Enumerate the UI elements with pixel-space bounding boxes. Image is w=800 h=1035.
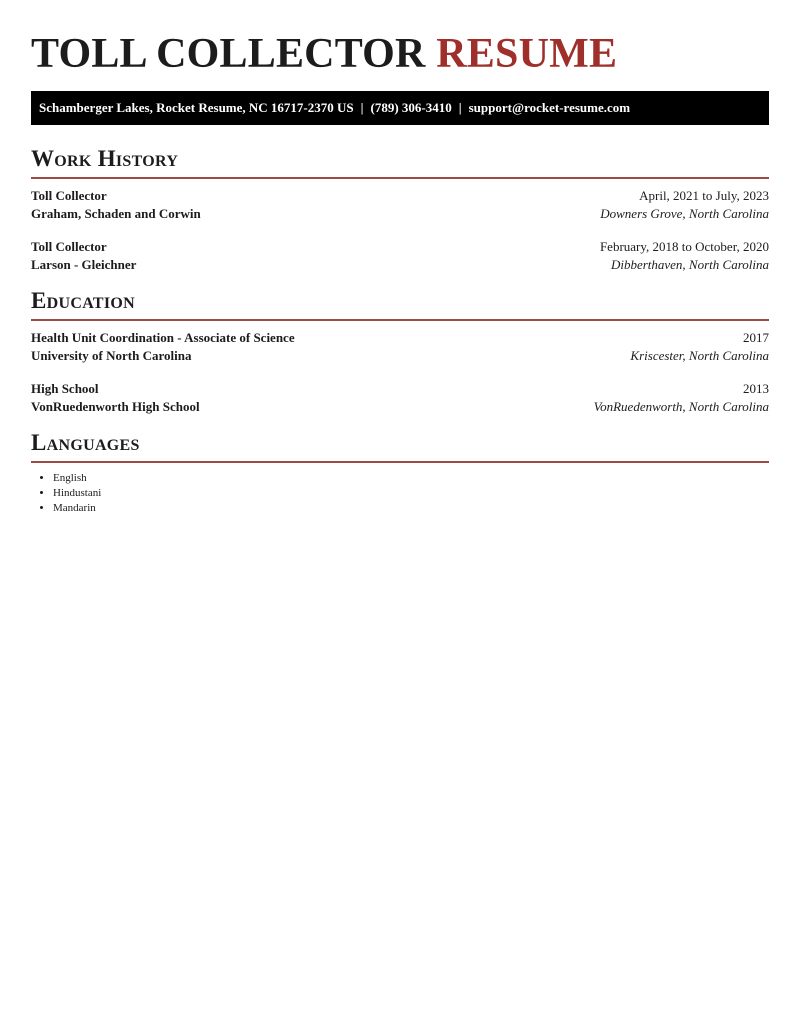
language-item: • English xyxy=(53,471,769,486)
language-item: • Mandarin xyxy=(53,501,769,516)
resume-title xyxy=(31,30,769,78)
job-title: Toll Collector xyxy=(31,188,107,203)
job-location: Downers Grove, North Carolina xyxy=(600,206,769,221)
title-accent: RESUME xyxy=(436,31,618,77)
language-item: • Hindustani xyxy=(53,486,769,501)
section-heading-languages: Languages xyxy=(31,430,140,455)
job-title: Toll Collector xyxy=(31,239,107,254)
work-entry xyxy=(31,187,769,223)
languages-list xyxy=(31,471,769,516)
school-location: VonRuedenworth, North Carolina xyxy=(593,399,769,414)
degree: Health Unit Coordination - Associate of Science xyxy=(31,330,295,345)
job-dates: February, 2018 to October, 2020 xyxy=(599,239,769,254)
contact-bar xyxy=(31,91,769,125)
contact-separator: | xyxy=(360,100,364,115)
resume-page xyxy=(0,0,800,516)
contact-separator: | xyxy=(458,100,462,115)
section-divider xyxy=(31,461,769,463)
graduation-year: 2013 xyxy=(743,381,769,396)
education-section xyxy=(31,288,769,416)
title-main: TOLL COLLECTOR xyxy=(31,31,426,77)
section-heading-education: Education xyxy=(31,288,135,313)
graduation-year: 2017 xyxy=(743,330,769,345)
contact-email[interactable]: support@rocket-resume.com xyxy=(468,100,631,115)
employer: Graham, Schaden and Corwin xyxy=(31,206,201,221)
degree: High School xyxy=(31,381,99,396)
job-location: Dibberthaven, North Carolina xyxy=(610,257,769,272)
contact-address: Schamberger Lakes, Rocket Resume, NC 16717-2370 US xyxy=(39,100,354,115)
employer: Larson - Gleichner xyxy=(31,257,137,272)
school: VonRuedenworth High School xyxy=(31,399,200,414)
school-location: Kriscester, North Carolina xyxy=(630,348,769,363)
school: University of North Carolina xyxy=(31,348,192,363)
education-entry xyxy=(31,329,769,365)
job-dates: April, 2021 to July, 2023 xyxy=(639,188,769,203)
contact-phone: (789) 306-3410 xyxy=(370,100,452,115)
section-heading-work-history: Work History xyxy=(31,146,179,171)
work-entry xyxy=(31,238,769,274)
languages-section xyxy=(31,430,769,516)
work-history-section xyxy=(31,146,769,274)
education-entry xyxy=(31,380,769,416)
